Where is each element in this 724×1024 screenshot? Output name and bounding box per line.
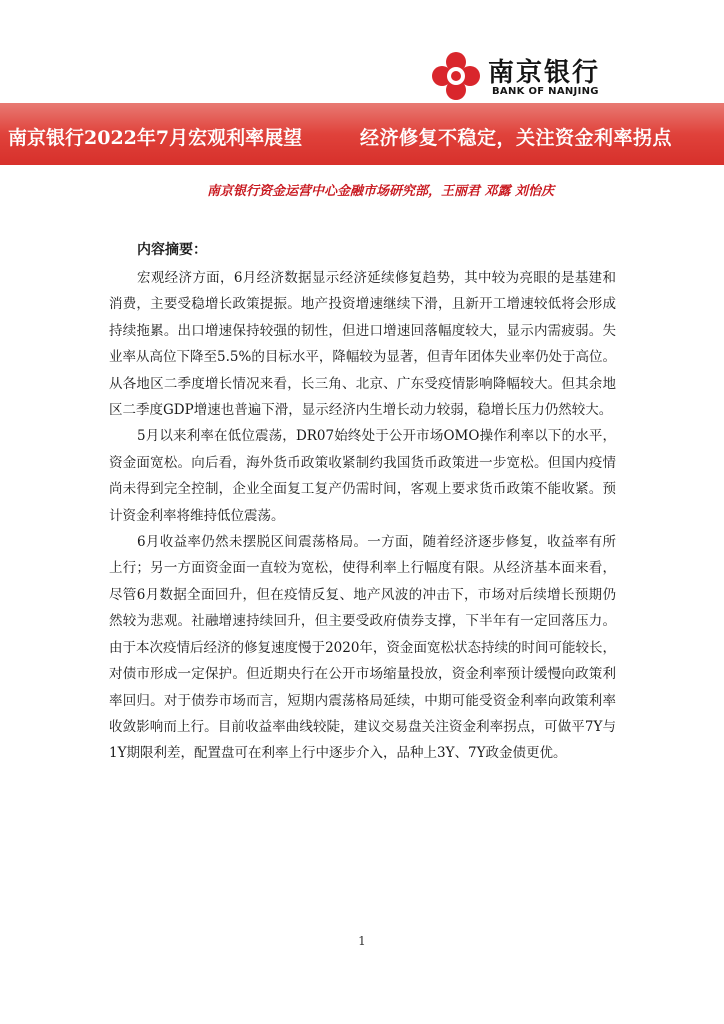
title-banner [0, 103, 724, 165]
summary-paragraph: 5月以来利率在低位震荡，DR07始终处于公开市场OMO操作利率以下的水平，资金面宽松。向后看，海外货币政策收紧制约我国货币政策进一步宽松。但国内疫情尚未得到完全控制，企业全面复工复产仍需时间，客观上要求货币政策不能收紧。预计资金利率将维持低位震荡。 [109, 428, 616, 524]
summary-paragraph: 6月收益率仍然未摆脱区间震荡格局。一方面，随着经济逐步修复，收益率有所上行；另一方面资金面一直较为宽松，使得利率上行幅度有限。从经济基本面来看，尽管6月数据全面回升，但在疫情反复、地产风波的冲击下，市场对后续增长预期仍然较为悲观。社融增速持续回升，但主要受政府债券支撑，下半年有一定回落压力。由于本次疫情后经济的修复速度慢于2020年，资金面宽松状态持续的时间可能较长，对债市形成一定保护。但近期央行在公开市场缩量投放，资金利率预计缓慢向政策利率回归。对于债券市场而言，短期内震荡格局延续，中期可能受资金利率向政策利率收敛影响而上行。目前收益率曲线较陡，建议交易盘关注资金利率拐点，可做平7Y与1Y期限利差，配置盘可在利率上行中逐步介入，品种上3Y、7Y政金债更优。 [109, 534, 616, 762]
page-number: 1 [358, 934, 366, 948]
summary-section [109, 237, 616, 767]
summary-paragraph: 宏观经济方面，6月经济数据显示经济延续修复趋势，其中较为亮眼的是基建和消费，主要受稳增长政策提振。地产投资增速继续下滑，且新开工增速较低将会形成持续拖累。出口增速保持较强的韧性，但进口增速回落幅度较大，显示内需疲弱。失业率从高位下降至5.5%的目标水平，降幅较为显著，但青年团体失业率仍处于高位。从各地区二季度增长情况来看，长三角、北京、广东受疫情影响降幅较大。但其余地区二季度GDP增速也普遍下滑，显示经济内生增长动力较弱，稳增长压力仍然较大。 [109, 270, 616, 419]
logo-name-cn: 南京银行 [488, 58, 601, 88]
report-subtitle: 经济修复不稳定，关注资金利率拐点 [360, 127, 673, 149]
bank-logo [430, 50, 630, 102]
logo-name-en: BANK OF NANJING [492, 86, 599, 97]
report-title: 南京银行2022年7月宏观利率展望 [8, 127, 303, 149]
author-line: 南京银行资金运营中心金融市场研究部，王丽君 邓露 刘怡庆 [207, 184, 555, 199]
bank-emblem-icon [430, 50, 482, 102]
summary-heading: 内容摘要： [137, 242, 207, 258]
